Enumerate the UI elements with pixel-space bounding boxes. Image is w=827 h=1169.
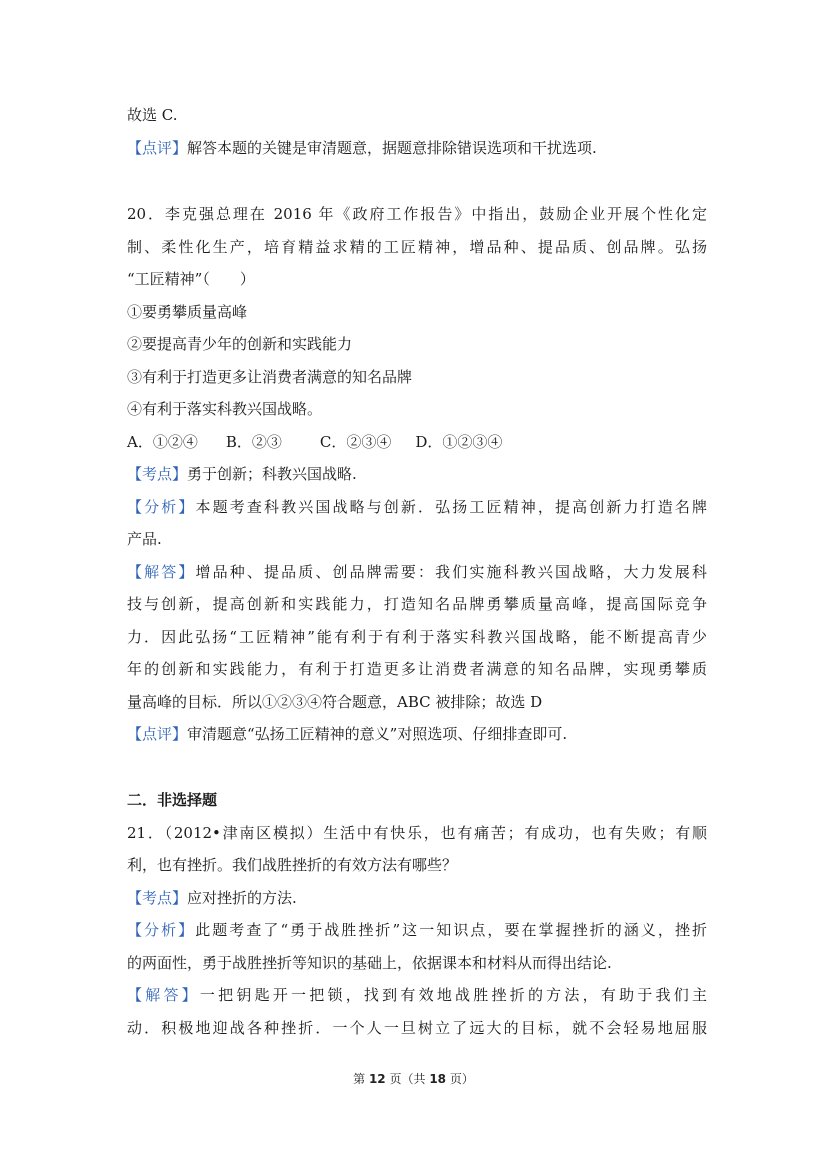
q21-jieda — [127, 985, 707, 1005]
dianping-tag: 【点评】 — [127, 725, 188, 743]
q21-stem-line: 21．（2012•津南区模拟）生活中有快乐，也有痛苦；有成功，也有失败；有顺 — [127, 824, 707, 842]
page-footer — [0, 1070, 827, 1087]
fenxi-tag: 【分析】 — [127, 498, 196, 516]
footer-total-pages: 18 — [429, 1072, 447, 1086]
q20-jieda-cont: 力．因此弘扬“工匠精神”能有利于有利于落实科教兴国战略，能不断提高青少 — [127, 628, 707, 646]
footer-suffix: 页） — [449, 1072, 474, 1086]
q20-stem-line: “工匠精神”（ ） — [127, 270, 255, 288]
section-title: 二．非选择题 — [127, 791, 218, 809]
jieda-tag: 【解答】 — [127, 986, 200, 1004]
footer-mid: 页（共 — [389, 1072, 426, 1086]
q21-kaodian — [127, 888, 707, 908]
q20-jieda-cont: 年的创新和实践能力，有利于打造更多让消费者满意的知名品牌，实现勇攀质 — [127, 660, 707, 678]
jieda-tag: 【解答】 — [127, 563, 196, 581]
q20-fenxi-cont: 产品. — [127, 530, 162, 548]
option-a: A．①②④ — [127, 433, 198, 451]
review-line — [127, 138, 707, 158]
q20-kaodian — [127, 464, 707, 484]
q20-item: ④有利于落实科教兴国战略。 — [127, 400, 323, 418]
q20-options — [127, 432, 707, 452]
review-tag: 【点评】 — [127, 139, 188, 157]
fenxi-tag: 【分析】 — [127, 921, 196, 939]
q21-fenxi — [127, 920, 707, 940]
option-c: C．②③④ — [319, 433, 392, 451]
fenxi-text: 此题考查了“勇于战胜挫折”这一知识点，要在掌握挫折的涵义，挫折 — [195, 921, 707, 939]
review-text: 解答本题的关键是审清题意，据题意排除错误选项和干扰选项. — [187, 139, 597, 157]
q21-stem-line: 利，也有挫折。我们战胜挫折的有效方法有哪些？ — [127, 856, 458, 874]
q20-item: ②要提高青少年的创新和实践能力 — [127, 335, 353, 353]
q20-item: ①要勇攀质量高峰 — [127, 303, 248, 321]
q20-jieda-cont: 量高峰的目标．所以①②③④符合题意，ABC 被排除；故选 D — [127, 693, 543, 711]
q20-item: ③有利于打造更多让消费者满意的知名品牌 — [127, 368, 413, 386]
jieda-text: 增品种、提品质、创品牌需要：我们实施科教兴国战略，大力发展科 — [195, 563, 707, 581]
q20-dianping — [127, 724, 707, 744]
q21-fenxi-cont: 的两面性，勇于战胜挫折等知识的基础上，依据课本和材料从而得出结论. — [127, 954, 612, 972]
option-d: D．①②③④ — [415, 433, 503, 451]
dianping-text: 审清题意“弘扬工匠精神的意义”对照选项、仔细排查即可. — [187, 725, 568, 743]
kaodian-text: 应对挫折的方法. — [187, 889, 297, 907]
answer-line: 故选 C. — [127, 106, 178, 124]
footer-prefix: 第 — [353, 1072, 366, 1086]
q20-stem-line: 制、柔性化生产，培育精益求精的工匠精神，增品种、提品质、创品牌。弘扬 — [127, 238, 707, 256]
option-b: B．②③ — [225, 433, 282, 451]
kaodian-tag: 【考点】 — [127, 465, 188, 483]
q20-jieda — [127, 562, 707, 582]
q20-jieda-cont: 技与创新，提高创新和实践能力，打造知名品牌勇攀质量高峰，提高国际竞争 — [127, 595, 707, 613]
q21-jieda-cont: 动．积极地迎战各种挫折．一个人一旦树立了远大的目标，就不会轻易地屈服 — [127, 1019, 707, 1037]
fenxi-text: 本题考查科教兴国战略与创新．弘扬工匠精神，提高创新力打造名牌 — [195, 498, 707, 516]
jieda-text: 一把钥匙开一把锁，找到有效地战胜挫折的方法，有助于我们主 — [199, 986, 707, 1004]
kaodian-text: 勇于创新；科教兴国战略. — [187, 465, 357, 483]
kaodian-tag: 【考点】 — [127, 889, 188, 907]
footer-page-number: 12 — [368, 1072, 386, 1086]
q20-fenxi — [127, 497, 707, 517]
q20-stem-line: 20．李克强总理在 2016 年《政府工作报告》中指出，鼓励企业开展个性化定 — [127, 205, 707, 223]
